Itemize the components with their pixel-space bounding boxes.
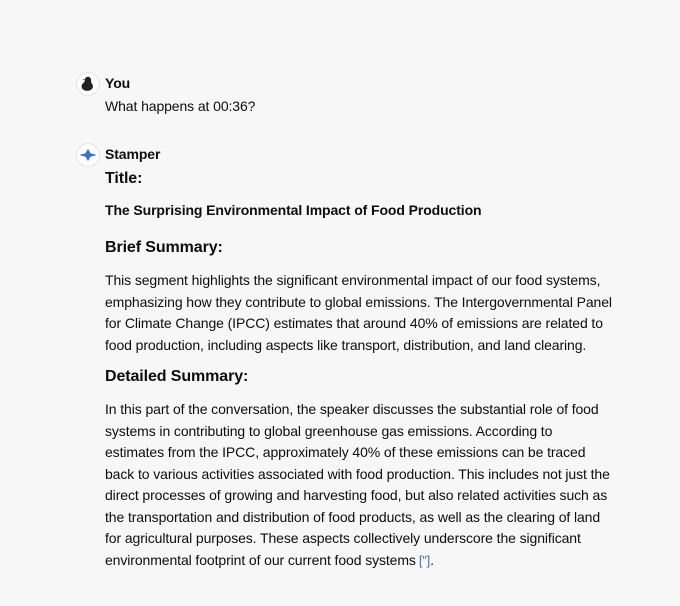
- brief-summary-paragraph: This segment highlights the significant environmental impact of our food systems, emphasizing how they contribute to global emissions. The Intergovernmental Panel for Climate Change (IPCC) estimates that around 40% of emissions are related to food production, including aspects like transport, distribution, and land clearing.: [105, 272, 612, 353]
- user-avatar[interactable]: [76, 72, 100, 96]
- detailed-summary-text: In this part of the conversation, the speaker discusses the substantial role of food systems in contributing to global greenhouse gas emissions. According to estimates from the IPCC, approximately 40% of these emissions can be traced back to various activities associated with food production. This includes not just the direct processes of growing and harvesting food, but also related activities such as the transportation and distribution of food products, as well as the clearing of land for agricultural purposes. These aspects collectively underscore the significant environmental footprint of our current food systems: [105, 401, 610, 568]
- dark-silhouette-icon: [76, 72, 100, 96]
- brief-summary-heading: Brief Summary:: [105, 239, 223, 256]
- conversation: [76, 72, 612, 582]
- quote-citation-link[interactable]: [”]: [418, 552, 431, 568]
- title-heading: Title:: [105, 170, 143, 187]
- assistant-message: [76, 143, 612, 582]
- detailed-summary-paragraph: [105, 399, 612, 571]
- video-title-text: The Surprising Environmental Impact of Food Production: [105, 202, 482, 218]
- assistant-author-label: Stamper: [105, 146, 161, 162]
- user-message: [76, 72, 612, 117]
- user-message-text: What happens at 00:36?: [105, 98, 256, 114]
- user-author-label: You: [105, 75, 131, 91]
- assistant-avatar[interactable]: [76, 143, 100, 167]
- sentence-period: .: [430, 551, 434, 568]
- blue-star-logo-icon: [77, 144, 99, 166]
- detailed-summary-heading: Detailed Summary:: [105, 368, 249, 385]
